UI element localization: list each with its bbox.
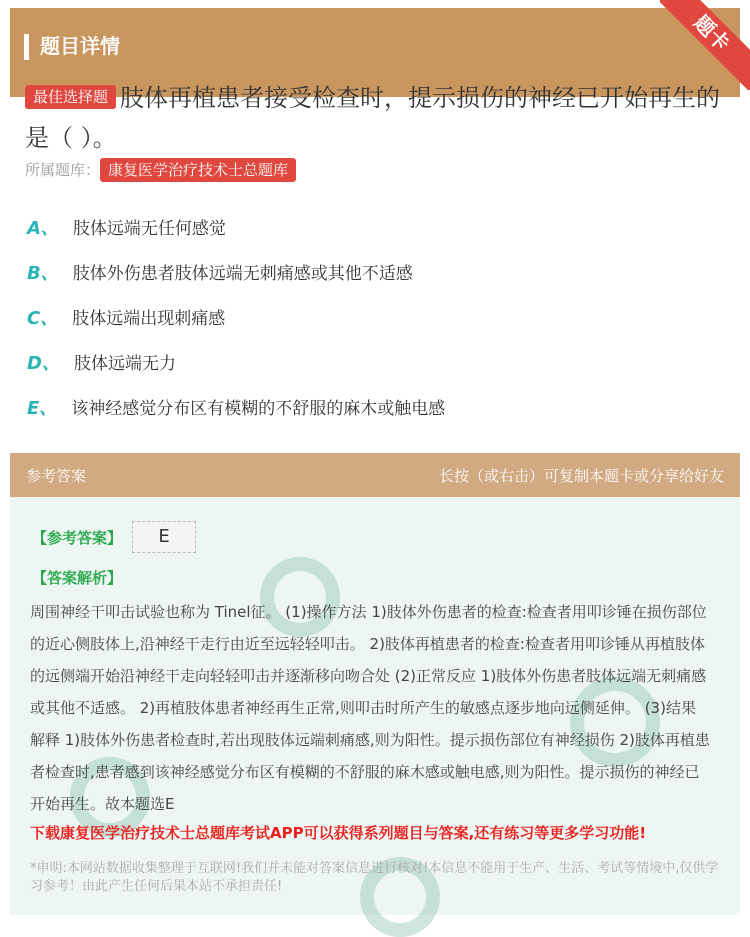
- option-text: 肢体外伤患者肢体远端无刺痛感或其他不适感: [72, 264, 413, 284]
- ref-answer-label: 【参考答案】: [32, 529, 123, 547]
- option-letter: C、: [27, 308, 59, 329]
- option-e[interactable]: [27, 394, 445, 420]
- option-c[interactable]: [27, 304, 225, 330]
- option-b[interactable]: [27, 259, 413, 285]
- bank-label: 所属题库：: [25, 161, 101, 179]
- option-text: 肢体远端出现刺痛感: [72, 309, 226, 329]
- answer-header-title: 参考答案: [26, 467, 87, 485]
- question-bank: [25, 158, 300, 182]
- explanation-label: 【答案解析】: [32, 569, 123, 587]
- option-a[interactable]: [27, 214, 226, 240]
- question-text: 肢体再植患者接受检查时，提示损伤的神经已开始再生的是（ ）。: [25, 84, 721, 152]
- option-letter: E、: [27, 398, 58, 419]
- ref-answer-value: E: [132, 521, 196, 553]
- app-promo-link[interactable]: 下载康复医学治疗技术士总题库考试APP可以获得系列题目与答案,还有练习等更多学习功能!: [30, 824, 647, 842]
- disclaimer: *申明:本网站数据收集整理于互联网!我们并未能对答案信息进行核对!本信息不能用于生产、生活、考试等情境中,仅供学习参考！由此产生任何后果本站不承担责任!: [30, 861, 719, 894]
- option-text: 肢体远端无任何感觉: [72, 219, 226, 239]
- ribbon-label: 题卡: [660, 0, 750, 90]
- bank-link[interactable]: 康复医学治疗技术士总题库: [100, 158, 296, 182]
- option-text: 该神经感觉分布区有模糊的不舒服的麻木或触电感: [71, 399, 446, 419]
- option-d[interactable]: [27, 349, 176, 375]
- header-title: 题目详情: [40, 34, 120, 58]
- option-text: 肢体远端无力: [73, 354, 176, 374]
- card-ribbon: [660, 0, 750, 90]
- explanation-text: 周围神经干叩击试验也称为 Tinel征。 (1)操作方法 1)肢体外伤患者的检查:检查者用叩诊锤在损伤部位的近心侧肢体上,沿神经干走行由近至远轻轻叩击。 2)肢体再植患者的检查:检查者用叩诊锤从再植肢体的远侧端开始沿神经干走向轻轻叩击并逐渐移向吻合处 (2)正常反应 1)肢体外伤患者肢体远端无刺痛感或其他不适感。 2)再植肢体患者神经再生正常,则叩击时所产生的敏感点逐步地向远侧延伸。 (3)结果解释 1)肢体外伤患者检查时,若出现肢体远端刺痛感,则为阳性。提示损伤部位有神经损伤 2)肢体再植患者检查时,患者感到该神经感觉分布区有模糊的不舒服的麻木感或触电感,则为阳性。提示损伤的神经已开始再生。故本题选E: [30, 603, 710, 813]
- answer-header: [10, 453, 740, 497]
- option-letter: A、: [27, 218, 59, 239]
- option-letter: D、: [27, 353, 60, 374]
- header-accent-bar: [24, 34, 29, 60]
- question-type-tag: 最佳选择题: [25, 85, 116, 109]
- option-letter: B、: [27, 263, 59, 284]
- question-text-block: [25, 78, 725, 158]
- share-hint: 长按（或右击）可复制本题卡或分享给好友: [438, 467, 724, 485]
